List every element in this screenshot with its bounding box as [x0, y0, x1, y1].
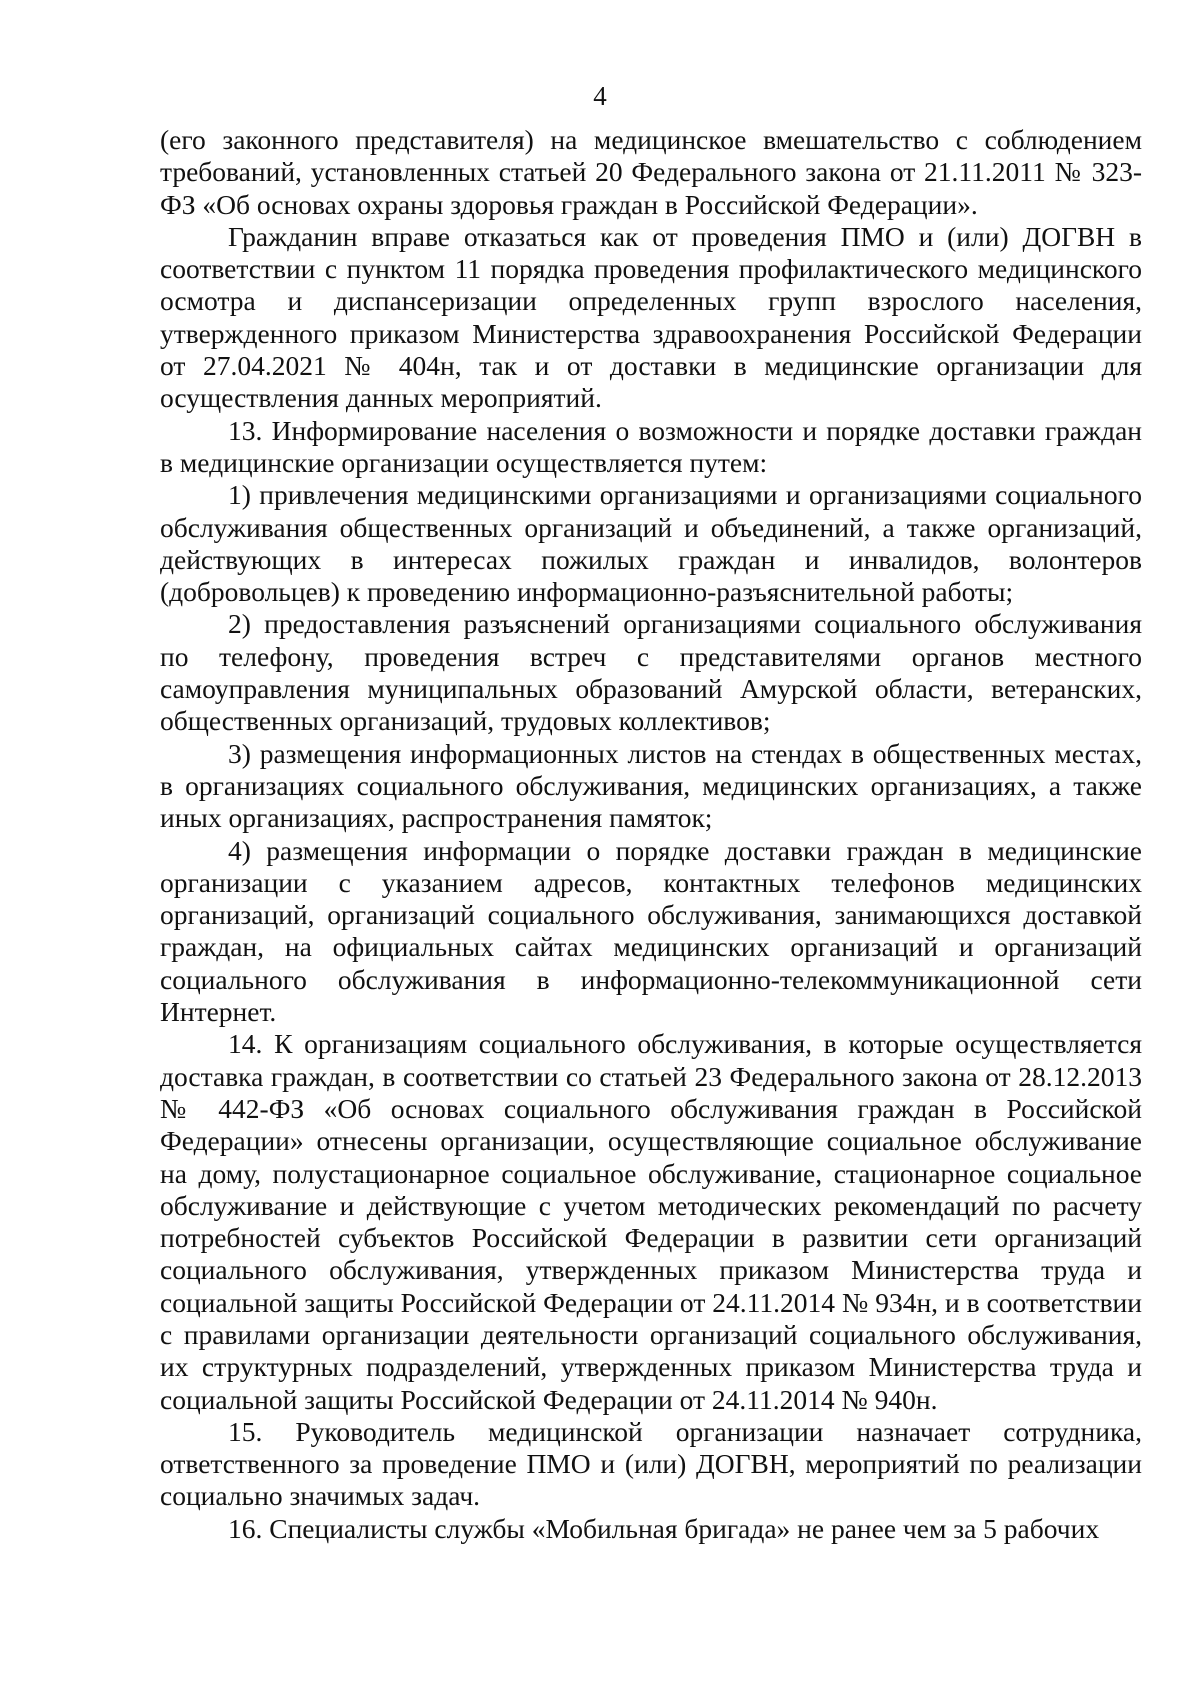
paragraph-13-item-4: 4) размещения информации о порядке доставки граждан в медицинские организации с указанием адресов, контактных телефонов медицинских организаций, организаций социального обслуживания, занимающихся доставкой граждан, на официальных сайтах медицинских организаций и организаций социального обслуживания в информационно-телекоммуникационной сети Интернет.	[160, 834, 1142, 1028]
document-body	[160, 124, 1142, 1545]
paragraph-16: 16. Специалисты службы «Мобильная бригада» не ранее чем за 5 рабочих	[228, 1512, 1100, 1544]
paragraph-13-item-3: 3) размещения информационных листов на стендах в общественных местах, в организациях социального обслуживания, медицинских организациях, а также иных организациях, распространения памяток;	[160, 737, 1142, 834]
paragraph-refusal-right: Гражданин вправе отказаться как от проведения ПМО и (или) ДОГВН в соответствии с пунктом 11 порядка проведения профилактического медицинского осмотра и диспансеризации определенных групп взрослого населения, утвержденного приказом Министерства здравоохранения Российской Федерации от 27.04.2021 № 404н, так и от доставки в медицинские организации для осуществления данных мероприятий.	[160, 220, 1142, 414]
paragraph-continuation: (его законного представителя) на медицинское вмешательство с соблюдением требований, установленных статьей 20 Федерального закона от 21.11.2011 № 323-ФЗ «Об основах охраны здоровья граждан в Российской Федерации».	[160, 124, 1142, 220]
paragraph-13: 13. Информирование населения о возможности и порядке доставки граждан в медицинские организации осуществляется путем:	[160, 414, 1142, 478]
paragraph-15: 15. Руководитель медицинской организации назначает сотрудника, ответственного за проведение ПМО и (или) ДОГВН, мероприятий по реализации социально значимых задач.	[160, 1415, 1142, 1512]
paragraph-13-item-2: 2) предоставления разъяснений организациями социального обслуживания по телефону, проведения встреч с представителями органов местного самоуправления муниципальных образований Амурской области, ветеранских, общественных организаций, трудовых коллективов;	[160, 608, 1142, 737]
page-number: 4	[593, 81, 607, 111]
paragraph-13-item-1: 1) привлечения медицинскими организациями и организациями социального обслуживания общественных организаций и объединений, а также организаций, действующих в интересах пожилых граждан и инвалидов, волонтеров (добровольцев) к проведению информационно-разъяснительной работы;	[160, 479, 1142, 608]
paragraph-14: 14. К организациям социального обслуживания, в которые осуществляется доставка граждан, в соответствии со статьей 23 Федерального закона от 28.12.2013 № 442-ФЗ «Об основах социального обслуживания граждан в Российской Федерации» отнесены организации, осуществляющие социальное обслуживание на дому, полустационарное социальное обслуживание, стационарное социальное обслуживание и действующие с учетом методических рекомендаций по расчету потребностей субъектов Российской Федерации в развитии сети организаций социального обслуживания, утвержденных приказом Министерства труда и социальной защиты Российской Федерации от 24.11.2014 № 934н, и в соответствии с правилами организации деятельности организаций социального обслуживания, их структурных подразделений, утвержденных приказом Министерства труда и социальной защиты Российской Федерации от 24.11.2014 № 940н.	[160, 1028, 1142, 1415]
